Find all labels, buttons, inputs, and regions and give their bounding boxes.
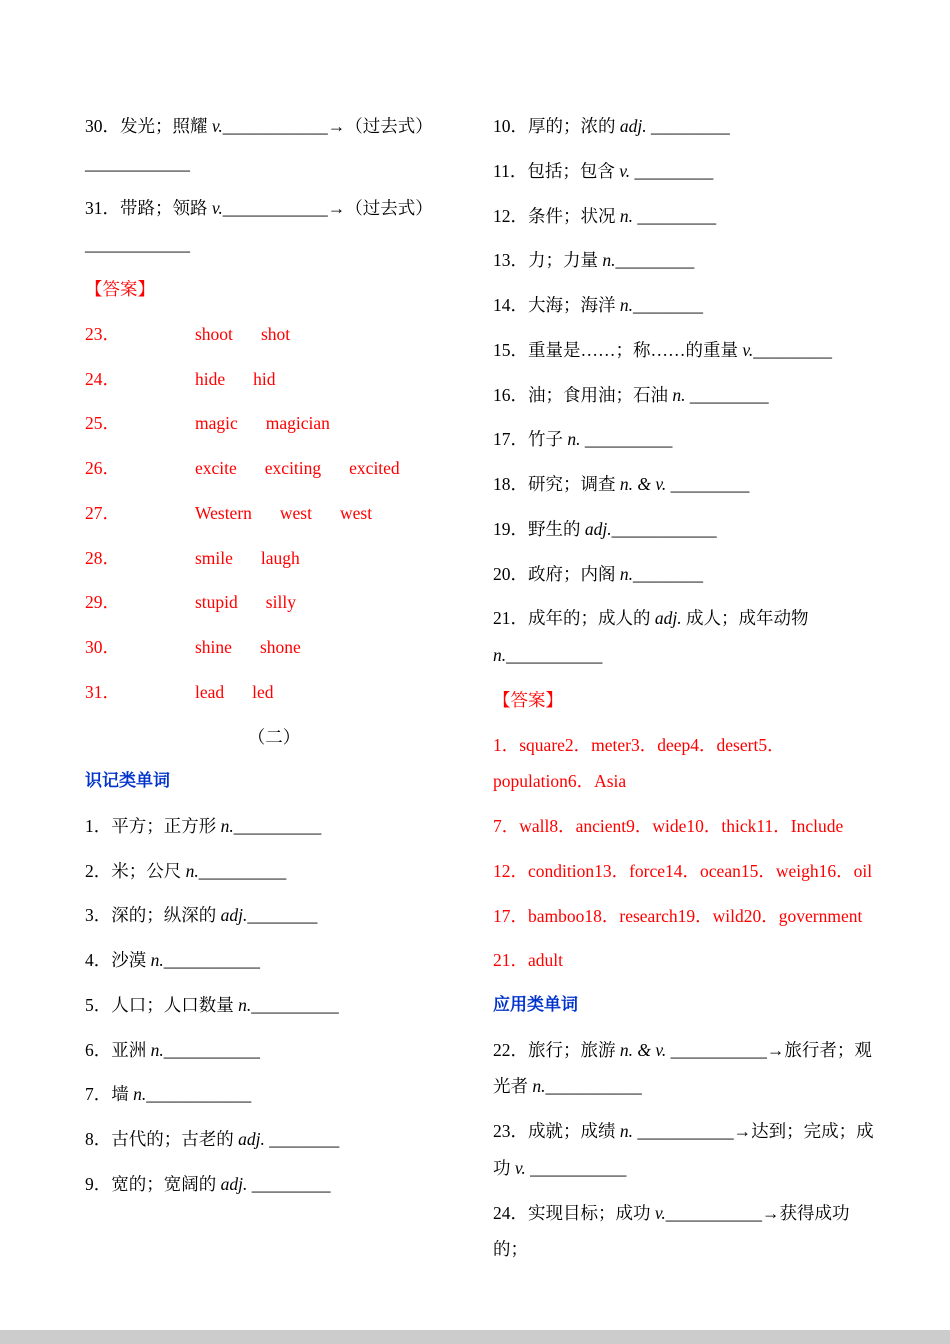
vocab-item bbox=[493, 108, 875, 145]
part-of-speech-label: adj. bbox=[584, 518, 612, 539]
item-text: ____________→（过去式）____________ bbox=[85, 116, 433, 173]
item-text: ___________ bbox=[163, 1039, 260, 1060]
item-text: 15．重量是……；称……的重量 bbox=[493, 339, 743, 360]
part-of-speech-label: adj. bbox=[220, 905, 248, 926]
vocab-item bbox=[493, 511, 875, 548]
answer-word: stupid bbox=[195, 592, 238, 613]
item-text: 8．古代的；古老的 bbox=[85, 1129, 239, 1150]
answer-row bbox=[85, 495, 463, 532]
part-of-speech-label: n. bbox=[133, 1084, 147, 1105]
vocab-item bbox=[493, 466, 875, 503]
answer-word: magician bbox=[265, 413, 330, 434]
vocab-item bbox=[85, 1032, 463, 1069]
part-of-speech-label: n. bbox=[672, 384, 686, 405]
part-of-speech-label: n. bbox=[150, 950, 164, 971]
item-text: ___________ bbox=[525, 1157, 627, 1178]
answer-row bbox=[85, 450, 463, 487]
vocab-item bbox=[493, 332, 875, 369]
part-of-speech-label: v. bbox=[742, 339, 754, 360]
item-text: 12．条件；状况 bbox=[493, 205, 620, 226]
part-of-speech-label: n. bbox=[619, 1121, 633, 1142]
answer-word: exciting bbox=[264, 458, 322, 478]
part-of-speech-label: n. bbox=[619, 295, 633, 315]
part-of-speech-label: n. & v. bbox=[619, 474, 667, 494]
part-of-speech-label: n. bbox=[602, 250, 616, 271]
vocab-item bbox=[85, 1076, 463, 1113]
answers-line: 17．bamboo18．research19．wild20．government bbox=[493, 905, 863, 926]
answers-line: 12．condition13．force14．ocean15．weigh16．oil bbox=[493, 860, 873, 881]
left-column bbox=[85, 108, 463, 1276]
answer-word: smile bbox=[195, 547, 233, 568]
answers-title: 【答案】 bbox=[85, 279, 155, 299]
part-of-speech-label: adj. bbox=[220, 1173, 248, 1194]
item-text: ___________ bbox=[545, 1076, 642, 1097]
item-text: 10．厚的；浓的 bbox=[493, 116, 620, 136]
section-header: 识记类单词 bbox=[85, 771, 170, 791]
part-of-speech-label: n. bbox=[150, 1039, 164, 1060]
vocab-item bbox=[493, 1195, 875, 1269]
item-text: _________ bbox=[633, 205, 717, 226]
answer-word: laugh bbox=[260, 547, 300, 568]
answer-number: 27． bbox=[85, 502, 120, 523]
vocab-item bbox=[85, 108, 463, 182]
item-text: __________ bbox=[233, 815, 322, 836]
page-bottom-edge bbox=[0, 1330, 950, 1344]
vocab-item bbox=[85, 942, 463, 979]
item-text: 17．竹子 bbox=[493, 429, 568, 450]
answer-row bbox=[85, 674, 463, 711]
vocab-item bbox=[85, 897, 463, 934]
item-text: _________ bbox=[247, 1173, 331, 1194]
item-text: _________ bbox=[615, 250, 695, 271]
item-text: 5．人口；人口数量 bbox=[85, 994, 239, 1015]
answer-number: 25． bbox=[85, 413, 120, 434]
answer-word: excited bbox=[349, 458, 400, 478]
part-of-speech-label: n. bbox=[185, 860, 199, 881]
vocab-item bbox=[85, 1121, 463, 1158]
answer-number: 29． bbox=[85, 592, 120, 613]
answer-row bbox=[85, 316, 463, 353]
part-of-speech-label: adj. bbox=[654, 608, 682, 629]
part-of-speech-label: n. bbox=[238, 994, 252, 1015]
answers-title: 【答案】 bbox=[493, 689, 563, 710]
answer-number: 26． bbox=[85, 458, 120, 478]
answer-word: hide bbox=[195, 368, 226, 389]
item-text: 16．油；食用油；石油 bbox=[493, 384, 673, 405]
answer-row bbox=[85, 405, 463, 442]
vocab-item bbox=[493, 198, 875, 235]
item-text: ________ bbox=[633, 563, 703, 584]
answer-word: lead bbox=[195, 681, 225, 702]
vocab-item bbox=[493, 1113, 875, 1187]
part-of-speech-label: v. bbox=[211, 116, 223, 136]
answer-row bbox=[85, 629, 463, 666]
part-of-speech-label: n. bbox=[619, 205, 633, 226]
part-of-speech-label: v. bbox=[211, 197, 223, 218]
vocab-item bbox=[493, 242, 875, 279]
item-text: 3．深的；纵深的 bbox=[85, 905, 221, 926]
vocab-item bbox=[85, 987, 463, 1024]
part-of-speech-label: adj. bbox=[238, 1129, 265, 1150]
answer-number: 31． bbox=[85, 681, 120, 702]
item-text: _________ bbox=[646, 116, 730, 136]
vocab-item bbox=[85, 190, 463, 264]
part-of-speech-label: n. bbox=[619, 563, 633, 584]
item-text: ___________ bbox=[506, 645, 603, 665]
item-text: _________ bbox=[666, 474, 750, 494]
item-text: 9．宽的；宽阔的 bbox=[85, 1173, 221, 1194]
answer-number: 28． bbox=[85, 547, 120, 568]
answer-word: hid bbox=[253, 368, 276, 389]
vocab-item bbox=[85, 1166, 463, 1203]
vocab-item bbox=[493, 287, 875, 324]
part-of-speech-label: v. bbox=[654, 1202, 666, 1223]
item-text: 成人；成年动物 bbox=[681, 608, 809, 629]
item-text: ____________ bbox=[146, 1084, 252, 1105]
part-of-speech-label: v. bbox=[514, 1157, 526, 1178]
vocab-item bbox=[493, 153, 875, 190]
part-label: （二） bbox=[247, 726, 301, 747]
answers-line: 1．square2．meter3．deep4．desert5．population6．Asia bbox=[493, 734, 785, 792]
vocab-item bbox=[493, 421, 875, 458]
item-text: ________ bbox=[264, 1129, 340, 1150]
answer-word: shoot bbox=[195, 323, 233, 344]
right-column bbox=[493, 108, 875, 1276]
answers-line: 7．wall8．ancient9．wide10．thick11．Include bbox=[493, 816, 844, 836]
item-text: 20．政府；内阁 bbox=[493, 563, 620, 584]
item-text: 18．研究；调查 bbox=[493, 474, 620, 494]
item-text: ___________→旅行者；观光者 bbox=[493, 1039, 872, 1097]
item-text: 1．平方；正方形 bbox=[85, 815, 221, 836]
answer-word: shot bbox=[260, 323, 291, 344]
answer-number: 24． bbox=[85, 368, 120, 389]
vocab-item bbox=[493, 556, 875, 593]
item-text: ____________ bbox=[611, 518, 717, 539]
vocab-item bbox=[85, 853, 463, 890]
item-text: ____________→（过去式）____________ bbox=[85, 197, 433, 255]
answer-word: led bbox=[252, 681, 274, 702]
answer-word: shine bbox=[195, 637, 232, 657]
item-text: _________ bbox=[630, 160, 714, 181]
item-text: 2．米；公尺 bbox=[85, 860, 186, 881]
part-of-speech-label: n. & v. bbox=[619, 1039, 667, 1060]
answer-word: Western bbox=[195, 502, 252, 523]
item-text: _________ bbox=[685, 384, 769, 405]
section-header: 应用类单词 bbox=[493, 995, 578, 1014]
item-text: __________ bbox=[198, 860, 287, 881]
item-text: _________ bbox=[753, 339, 832, 360]
item-text: 14．大海；海洋 bbox=[493, 295, 620, 315]
item-text: ________ bbox=[247, 905, 318, 926]
item-text: 31．带路；领路 bbox=[85, 197, 212, 218]
answer-word: excite bbox=[195, 458, 237, 478]
part-of-speech-label: n. bbox=[532, 1076, 546, 1097]
answer-number: 30． bbox=[85, 637, 120, 657]
answer-row bbox=[85, 540, 463, 577]
answer-word: west bbox=[339, 502, 373, 523]
vocab-item bbox=[493, 600, 875, 674]
part-of-speech-label: n. bbox=[567, 429, 581, 450]
item-text: 21．成年的；成人的 bbox=[493, 608, 655, 629]
part-of-speech-label: adj. bbox=[619, 116, 647, 136]
item-text: 30．发光；照耀 bbox=[85, 116, 212, 136]
answer-word: west bbox=[279, 502, 312, 523]
item-text: ___________ bbox=[163, 950, 260, 971]
item-text: 23．成就；成绩 bbox=[493, 1121, 620, 1142]
item-text: 11．包括；包含 bbox=[493, 160, 620, 181]
item-text: 24．实现目标；成功 bbox=[493, 1202, 655, 1223]
part-of-speech-label: n. bbox=[220, 815, 234, 836]
item-text: __________ bbox=[251, 994, 339, 1015]
item-text: 22．旅行；旅游 bbox=[493, 1039, 620, 1060]
item-text: ________ bbox=[633, 295, 703, 315]
item-text: 13．力；力量 bbox=[493, 250, 603, 271]
answer-row bbox=[85, 584, 463, 621]
item-text: 4．沙漠 bbox=[85, 950, 151, 971]
part-of-speech-label: n. bbox=[493, 645, 507, 665]
item-text: ___________→获得成功的； bbox=[493, 1202, 850, 1260]
item-text: __________ bbox=[580, 429, 673, 450]
answers-line: 21．adult bbox=[493, 950, 563, 971]
item-text: ___________→达到；完成；成功 bbox=[493, 1121, 874, 1178]
answer-word: magic bbox=[195, 413, 238, 434]
answer-number: 23． bbox=[85, 323, 120, 344]
vocab-item bbox=[85, 808, 463, 845]
item-text: 19．野生的 bbox=[493, 518, 585, 539]
vocab-item bbox=[493, 377, 875, 414]
answer-word: shone bbox=[259, 637, 301, 657]
part-of-speech-label: v. bbox=[619, 160, 631, 181]
item-text: 6．亚洲 bbox=[85, 1039, 151, 1060]
answer-row bbox=[85, 361, 463, 398]
vocab-item bbox=[493, 1032, 875, 1106]
item-text: 7．墙 bbox=[85, 1084, 134, 1105]
answer-word: silly bbox=[265, 592, 296, 613]
